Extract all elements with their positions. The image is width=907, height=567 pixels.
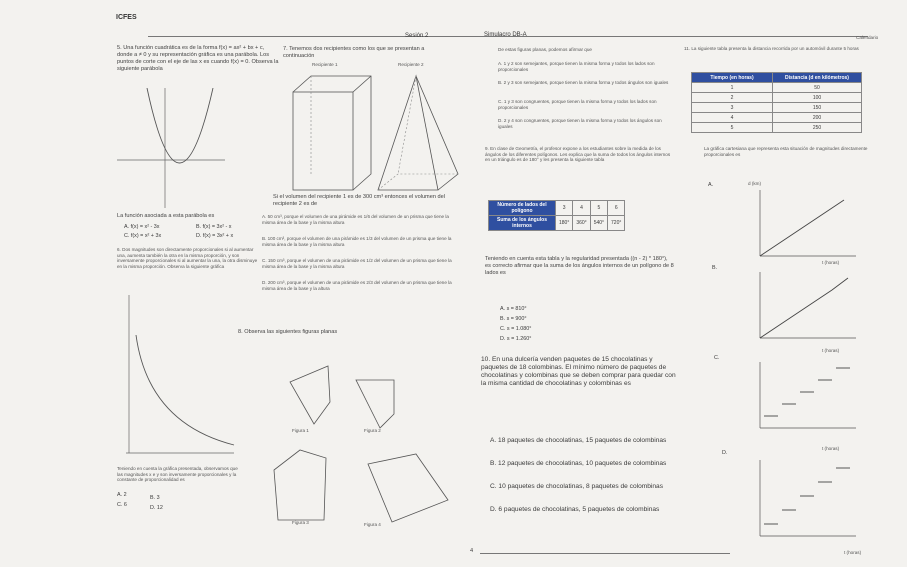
q8-option-b[interactable]: B. 2 y 3 son semejantes, porque tienen la misma forma y todos ángulos son iguales [498,80,669,85]
q10-option-a[interactable]: A. 18 paquetes de chocolatinas, 15 paquetes de colombinas [490,437,667,444]
q6-after: Teniendo en cuenta la gráfica presentada, observamos que las magnitudes x e y son inversamente proporcionales y la constante de proporcionalidad es [117,466,238,483]
q5-option-c[interactable]: C. f(x) = x² + 3x [124,233,162,239]
q9-option-d[interactable]: D. s = 1.260° [500,336,532,342]
q5-option-d[interactable]: D. f(x) = 3x² + x [196,233,234,239]
q10-option-b[interactable]: B. 12 paquetes de chocolatinas, 10 paquetes de colombinas [490,460,667,467]
q8-intro: De estas figuras planas, podemos afirmar que [498,47,592,52]
header-logo: ICFES [116,14,137,21]
q8-fig3-label: Figura 3 [292,520,309,525]
q7-stem: Si el volumen del recipiente 1 es de 300 cm³ entonces el volumen del recipiente 2 es de [273,194,445,207]
q9-cell: 5 [590,201,607,216]
q11-axis-x-c: t (horas) [822,446,840,451]
q11-col1-head: Tiempo (en horas) [692,73,773,83]
q11-cell: 2 [692,93,773,103]
q7-label-2: Recipiente 2 [398,62,424,67]
q9-cell: 180° [556,216,573,231]
q10-text: 10. En una dulcería venden paquetes de 15 chocolatinas y paquetes de 18 colombinas. El mínimo número de paquetes de chocolatinas y colombinas que se deben comprar para quedar con la misma cantidad de chocolatinas y colombinas es [481,356,676,387]
q7-label-1: Recipiente 1 [312,62,338,67]
q9-option-b[interactable]: B. s = 900° [500,316,527,322]
q7-option-d[interactable]: D. 200 cm³, porque el volumen de una pirámide es 2/3 del volumen de un prisma que tiene la misma área de la base y la altura [262,280,452,291]
q11-graph-b-label[interactable]: B. [712,265,718,271]
q8-fig4-label: Figura 4 [364,522,381,527]
q7-option-b[interactable]: B. 100 cm³, porque el volumen de una pirámide es 1/3 del volumen de un prisma que tiene la misma área de la base y la misma altura [262,236,452,247]
q11-text: 11. La siguiente tabla presenta la distancia recorrida por un automóvil durante 5 horas [684,46,859,51]
q11-cell: 4 [692,113,773,123]
q9-row1-head: Número de lados del polígono [489,201,556,216]
q8-option-c[interactable]: C. 1 y 3 son congruentes, porque tienen la misma forma y todos los lados son proporcionales [498,99,657,110]
header-logo-right: Calendario [856,35,879,40]
q11-graph-d-label[interactable]: D. [722,450,728,456]
q9-cell: 360° [573,216,590,231]
q9-table [488,200,625,231]
q7-text: 7. Tenemos dos recipientes como los que se presentan a continuación [283,46,425,59]
q6-option-b[interactable]: B. 3 [150,495,160,501]
q11-col2-head: Distancia (d en kilómetros) [773,73,862,83]
q11-stem: La gráfica cartesiana que representa esta situación de magnitudes directamente proporcionales es [704,146,868,157]
q7-option-a[interactable]: A. 50 cm³, porque el volumen de una pirámide es 1/6 del volumen de un prisma que tiene la misma área de la base y la misma altura [262,214,449,225]
q9-cell: 720° [608,216,625,231]
q6-option-a[interactable]: A. 2 [117,492,127,498]
q8-figures [272,350,462,530]
q7-prism-figure [287,72,377,198]
q11-graph-c[interactable] [748,358,858,434]
session-label: Sesión 2 [405,33,429,39]
q11-graph-c-label[interactable]: C. [714,355,720,361]
q11-table [691,72,862,133]
q8-fig1-label: Figura 1 [292,428,309,433]
page-number: 4 [470,548,474,554]
q9-text: 9. En clase de Geometría, el profesor expone a los estudiantes sobre la medida de los ángulos de los diferentes polígonos. Les explica que la suma de todos los ángulos internos en un triángulo es de 180° y les presenta la siguiente tabla [485,146,671,163]
exam-title: Simulacro DB-A [484,32,527,38]
q11-cell: 200 [773,113,862,123]
q7-option-c[interactable]: C. 150 cm³, porque el volumen de una pirámide es 1/2 del volumen de un prisma que tiene la misma área de la base y la misma altura [262,258,452,269]
q6-hyperbola-graph [126,295,236,455]
q9-cell: 4 [573,201,590,216]
q11-cell: 3 [692,103,773,113]
q11-cell: 50 [773,83,862,93]
q8-text: 8. Observa las siguientes figuras planas [238,329,338,335]
q5-caption: La función asociada a esta parábola es [117,213,215,219]
q11-axis-x-b: t (horas) [822,348,840,353]
q9-option-c[interactable]: C. s = 1.080° [500,326,532,332]
q9-cell: 6 [608,201,625,216]
q5-option-b[interactable]: B. f(x) = 3x² - x [196,224,232,230]
q10-option-c[interactable]: C. 10 paquetes de chocolatinas, 8 paquetes de colombinas [490,483,664,490]
q9-cell: 540° [590,216,607,231]
q9-cell: 3 [556,201,573,216]
q11-graph-d[interactable] [748,456,858,542]
q6-text: 6. Dos magnitudes son directamente proporcionales si al aumentar una, aumenta también la otra en la misma proporción, y son inversamente proporcionales si al aumentar la una, la otra disminuye en la misma proporción. Observa la siguiente gráfica [117,247,258,269]
footer-rule [480,553,730,554]
q5-parabola-graph [117,88,227,208]
q11-graph-b[interactable] [748,268,858,344]
q11-graph-a[interactable] [748,186,858,262]
q10-option-d[interactable]: D. 6 paquetes de chocolatinas, 5 paquetes de colombinas [490,506,660,513]
q6-option-c[interactable]: C. 6 [117,502,127,508]
q8-fig2-label: Figura 2 [364,428,381,433]
q11-cell: 250 [773,123,862,133]
q8-option-d[interactable]: D. 2 y 4 son congruentes, porque tienen la misma forma y todos los ángulos son iguales [498,118,662,129]
q5-option-a[interactable]: A. f(x) = x² - 3x [124,224,160,230]
q11-graph-a-label[interactable]: A. [708,182,714,188]
q9-row2-head: Suma de los ángulos internos [489,216,556,231]
q9-after: Teniendo en cuenta esta tabla y la regularidad presentada ((n - 2) * 180°), es correcto afirmar que la suma de los ángulos internos de un polígono de 8 lados es [485,256,674,276]
q7-pyramid-figure [372,72,467,198]
q6-option-d[interactable]: D. 12 [150,505,163,511]
q11-cell: 1 [692,83,773,93]
q11-cell: 150 [773,103,862,113]
q5-text: 5. Una función cuadrática es de la forma f(x) = ax² + bx + c, donde a ≠ 0 y su representación gráfica es una parábola. Los puntos de corte con el eje de las x es cuando f(x) = 0. Observa la siguiente parábola [117,45,279,72]
q9-option-a[interactable]: A. s = 810° [500,306,527,312]
q11-cell: 5 [692,123,773,133]
q11-axis-x-d: t (horas) [844,550,862,555]
q11-cell: 100 [773,93,862,103]
q11-axis-y: d (km) [748,181,762,186]
q11-axis-x: t (horas) [822,260,840,265]
q8-option-a[interactable]: A. 1 y 2 son semejantes, porque tienen la misma forma y todos los lados son proporcionales [498,61,655,72]
